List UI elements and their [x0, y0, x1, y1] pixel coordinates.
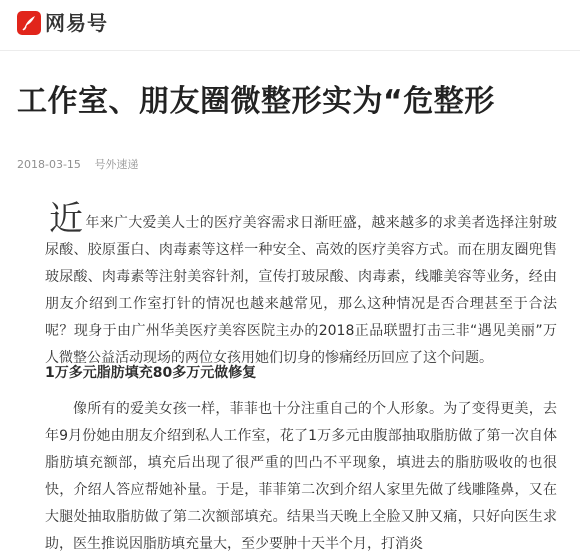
- drop-cap: 近: [49, 199, 84, 239]
- logo-text: 网易号: [45, 11, 108, 35]
- paragraph-intro-text: 年来广大爱美人士的医疗美容需求日渐旺盛，越来越多的求美者选择注射玻尿酸、胶原蛋白、肉毒素等这样一种安全、高效的医疗美容方式。而在朋友圈兜售玻尿酸、肉毒素等注射美容针剂，宣传打玻尿酸、肉毒素，线雕美容等业务，经由朋友介绍到工作室打针的情况也越来越常见，那么这种情况是否合理甚至于合法呢？现身于由广州华美医疗美容医院主办的2018正品联盟打击三非“遇见美丽”万人微整公益活动现场的两位女孩用她们切身的惨痛经历回应了这个问题。: [45, 215, 558, 366]
- article-title: 工作室、朋友圈微整形实为“危整形: [17, 84, 495, 119]
- site-header: [0, 0, 580, 51]
- article-meta: [17, 156, 138, 172]
- paragraph-intro: [45, 199, 558, 372]
- site-logo[interactable]: [17, 10, 108, 36]
- netease-feather-logo-icon: [17, 11, 41, 35]
- publish-date: 2018-03-15: [17, 158, 81, 171]
- section-subheading: 1万多元脂肪填充80多万元做修复: [45, 365, 257, 381]
- paragraph-story: 像所有的爱美女孩一样，菲菲也十分注重自己的个人形象。为了变得更美，去年9月份她由朋友介绍到私人工作室，花了1万多元由腹部抽取脂肪做了第一次自体脂肪填充额部，填充后出现了很严重的凹凸不平现象，填进去的脂肪吸收的也很快，介绍人答应帮她补量。于是，菲菲第二次到介绍人家里先做了线雕隆鼻，又在大腿处抽取脂肪做了第二次额部填充。结果当天晚上全脸又肿又痛，只好向医生求助，医生推说因脂肪填充量大，至少要肿十天半个月，打消炎: [45, 401, 557, 552]
- source-link[interactable]: 号外速递: [94, 158, 139, 171]
